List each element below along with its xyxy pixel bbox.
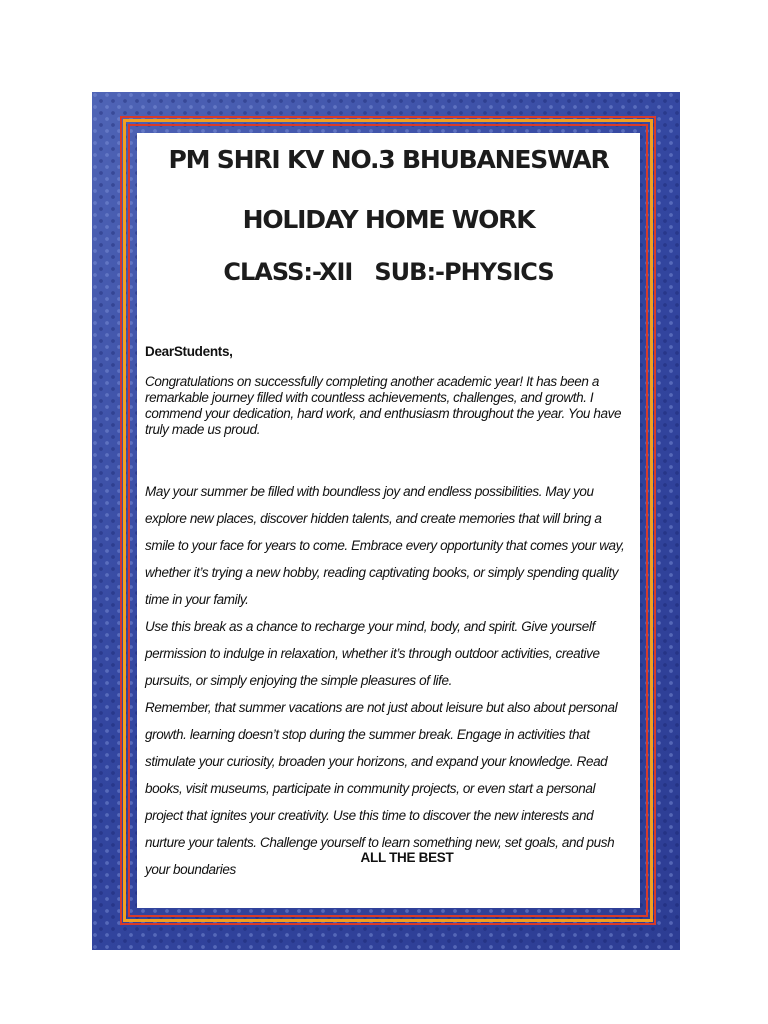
school-name: PM SHRI KV NO.3 BHUBANESWAR bbox=[168, 145, 609, 174]
paragraph-recharge: Use this break as a chance to recharge your mind, body, and spirit. Give yourself permission to indulge in relaxation, whether it’s through outdoor activities, creative pursuits, or simply enjoying the simple pleasures of life. bbox=[145, 619, 600, 688]
paragraph-congratulations: Congratulations on successfully completing another academic year! It has been a remarkable journey filled with countless achievements, challenges, and growth. I commend your dedication, hard work, and enthusiasm throughout the year. You have truly made us proud. bbox=[145, 374, 622, 437]
class-subject-line: CLASS:-XII SUB:-PHYSICS bbox=[223, 258, 554, 286]
paragraph-summer-wishes: May your summer be filled with boundless joy and endless possibilities. May you explore new places, discover hidden talents, and create memories that will bring a smile to your face for years to come. Embrace every opportunity that comes your way, whether it’s trying a new hobby, reading captivating books, or simply spending quality time in your family. bbox=[145, 484, 625, 607]
salutation: DearStudents, bbox=[145, 344, 233, 359]
document-title: HOLIDAY HOME WORK bbox=[242, 205, 535, 234]
letter-body bbox=[145, 478, 630, 883]
document-page bbox=[137, 133, 640, 908]
paragraph-growth: Remember, that summer vacations are not just about leisure but also about personal growth. learning doesn’t stop during the summer break. Engage in activities that stimulate your curiosity, broaden your horizons, and expand your knowledge. Read books, visit museums, participate in community projects, or even start a personal project that ignites your creativity. Use this time to discover the new interests and nurture your talents. Challenge yourself to learn something new, set goals, and push your boundaries bbox=[145, 700, 618, 877]
closing-line: ALL THE BEST bbox=[360, 850, 454, 865]
